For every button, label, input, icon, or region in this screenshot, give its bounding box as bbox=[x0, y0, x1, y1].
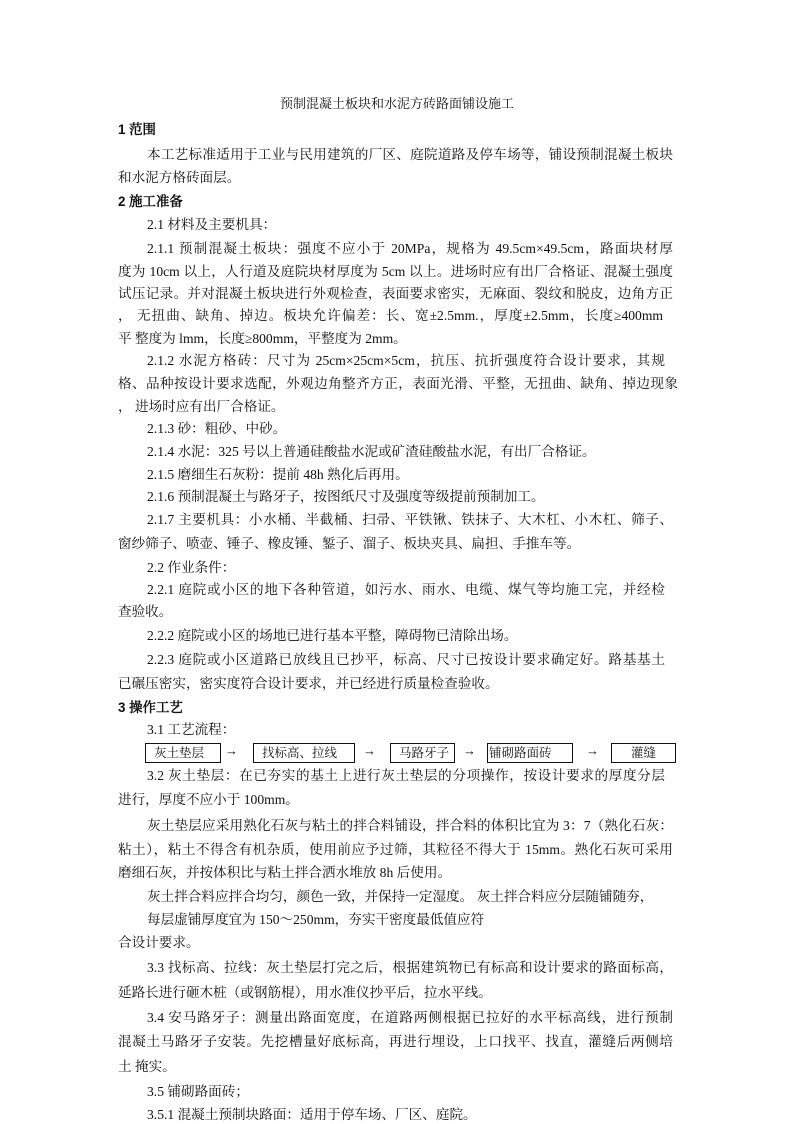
paragraph-line: 进行，厚度不应小于 100mm。 bbox=[118, 792, 299, 807]
paragraph-line: 2.1.1 预制混凝土板块：强度不应小于 20MPa，规格为 49.5cm×49.5cm，路面块材厚 bbox=[147, 241, 673, 256]
flow-step-2: 找标高、拉线 bbox=[253, 743, 355, 763]
paragraph-line: 磨细石灰，并按体积比与粘土拌合洒水堆放 8h 后使用。 bbox=[118, 865, 452, 880]
paragraph-line: 3.2 灰土垫层：在已夯实的基土上进行灰土垫层的分项操作，按设计要求的厚度分层 bbox=[147, 768, 665, 783]
paragraph-line: 灰土垫层应采用熟化石灰与粘土的拌合料铺设，拌合料的体积比宜为 3：7（熟化石灰： bbox=[147, 818, 673, 833]
paragraph-line: 2.1.7 主要机具：小水桶、半截桶、扫帚、平铁锹、铁抹子、大木杠、小木杠、筛子、 bbox=[147, 512, 673, 527]
paragraph-line: 窗纱筛子、喷壶、锤子、橡皮锤、錾子、溜子、板块夹具、扁担、手推车等。 bbox=[118, 536, 581, 551]
paragraph-line: 合设计要求。 bbox=[118, 935, 200, 950]
paragraph-line: 度为 10cm 以上，人行道及庭院块材厚度为 5cm 以上。进场时应有出厂合格证、混凝土强度 bbox=[118, 264, 673, 279]
paragraph-line: 土 掩实。 bbox=[118, 1059, 176, 1074]
paragraph-line: 每层虚铺厚度宜为 150～250mm，夯实干密度最低值应符 bbox=[147, 912, 485, 927]
flow-step-1: 灰土垫层 bbox=[145, 743, 221, 763]
paragraph-line: 2.2.1 庭院或小区的地下各种管道，如污水、雨水、电缆、煤气等均施工完，并经检 bbox=[147, 582, 665, 597]
paragraph-line: 2.1.6 预制混凝土与路牙子，按图纸尺寸及强度等级提前预制加工。 bbox=[147, 489, 545, 504]
section-heading-2: 2 施工准备 bbox=[118, 194, 183, 209]
paragraph-line: 已碾压密实，密实度符合设计要求，并已经进行质量检查验收。 bbox=[118, 676, 499, 691]
paragraph-line: 2.1.4 水泥：325 号以上普通硅酸盐水泥或矿渣硅酸盐水泥，有出厂合格证。 bbox=[147, 444, 596, 459]
paragraph-line: 3.5.1 混凝土预制块路面：适用于停车场、厂区、庭院。 bbox=[147, 1107, 477, 1122]
subsection-heading: 3.5 铺砌路面砖； bbox=[147, 1084, 249, 1099]
section-heading-3: 3 操作工艺 bbox=[118, 700, 183, 715]
paragraph-line: 粘土），粘土不得含有机杂质，使用前应予过筛，其粒径不得大于 15mm。熟化石灰可采用 bbox=[118, 842, 673, 857]
section-heading-1: 1 范围 bbox=[118, 122, 156, 137]
subsection-heading: 3.1 工艺流程： bbox=[147, 722, 236, 737]
flow-step-3: 马路牙子 bbox=[390, 743, 455, 763]
paragraph-line: 本工艺标准适用于工业与民用建筑的厂区、庭院道路及停车场等，铺设预制混凝土板块 bbox=[147, 147, 673, 162]
paragraph-line: 3.3 找标高、拉线：灰土垫层打完之后，根据建筑物已有标高和设计要求的路面标高， bbox=[147, 960, 673, 975]
paragraph-line: ， 进场时应有出厂合格证。 bbox=[118, 399, 285, 414]
arrow-right-icon: → bbox=[463, 743, 476, 758]
paragraph-line: 格、品种按设计要求选配，外观边角整齐方正，表面光滑、平整，无扭曲、缺角、掉边现象 bbox=[118, 376, 678, 391]
paragraph-line: 2.2.2 庭院或小区的场地已进行基本平整，障碍物已清除出场。 bbox=[147, 628, 518, 643]
arrow-right-icon: → bbox=[363, 743, 376, 758]
subsection-heading: 2.1 材料及主要机具： bbox=[147, 217, 277, 232]
paragraph-line: 平 整度为 lmm，长度≥800mm，平整度为 2mm。 bbox=[118, 331, 407, 346]
arrow-right-icon: → bbox=[586, 743, 599, 758]
paragraph-line: 2.1.3 砂：粗砂、中砂。 bbox=[147, 421, 287, 436]
paragraph-line: 试压记录。并对混凝土板块进行外观检查，表面要求密实，无麻面、裂纹和脱皮，边角方正 bbox=[118, 286, 673, 301]
paragraph-line: 延路长进行砸木桩（或钢筋棍），用水准仪抄平后，拉水平线。 bbox=[118, 985, 492, 1000]
paragraph-line: 2.1.5 磨细生石灰粉：提前 48h 熟化后再用。 bbox=[147, 467, 409, 482]
paragraph-line: ， 无扭曲、缺角、掉边。板块允许偏差：长、宽±2.5mm.，厚度±2.5mm，长度≥400mm bbox=[118, 308, 663, 323]
flow-step-5: 灌缝 bbox=[611, 743, 676, 763]
paragraph-line: 查验收。 bbox=[118, 604, 173, 619]
paragraph-line: 混凝土马路牙子安装。先挖槽量好底标高，再进行埋设，上口找平、找直，灌缝后两侧培 bbox=[118, 1034, 673, 1049]
subsection-heading: 2.2 作业条件： bbox=[147, 560, 236, 575]
flow-step-4: 铺砌路面砖 bbox=[487, 743, 573, 763]
paragraph-line: 2.2.3 庭院或小区道路已放线且已抄平，标高、尺寸已按设计要求确定好。路基基土 bbox=[147, 652, 665, 667]
arrow-right-icon: → bbox=[225, 743, 238, 758]
document-title: 预制混凝土板块和水泥方砖路面铺设施工 bbox=[279, 96, 514, 111]
paragraph-line: 和水泥方格砖面层。 bbox=[118, 170, 241, 185]
paragraph-line: 2.1.2 水泥方格砖：尺寸为 25cm×25cm×5cm，抗压、抗折强度符合设计要求，其规 bbox=[147, 353, 665, 368]
paragraph-line: 3.4 安马路牙子：测量出路面宽度，在道路两侧根据已拉好的水平标高线，进行预制 bbox=[147, 1010, 673, 1025]
paragraph-line: 灰土拌合料应拌合均匀，颜色一致，并保持一定湿度。 灰土拌合料应分层随铺随夯， bbox=[147, 889, 654, 904]
